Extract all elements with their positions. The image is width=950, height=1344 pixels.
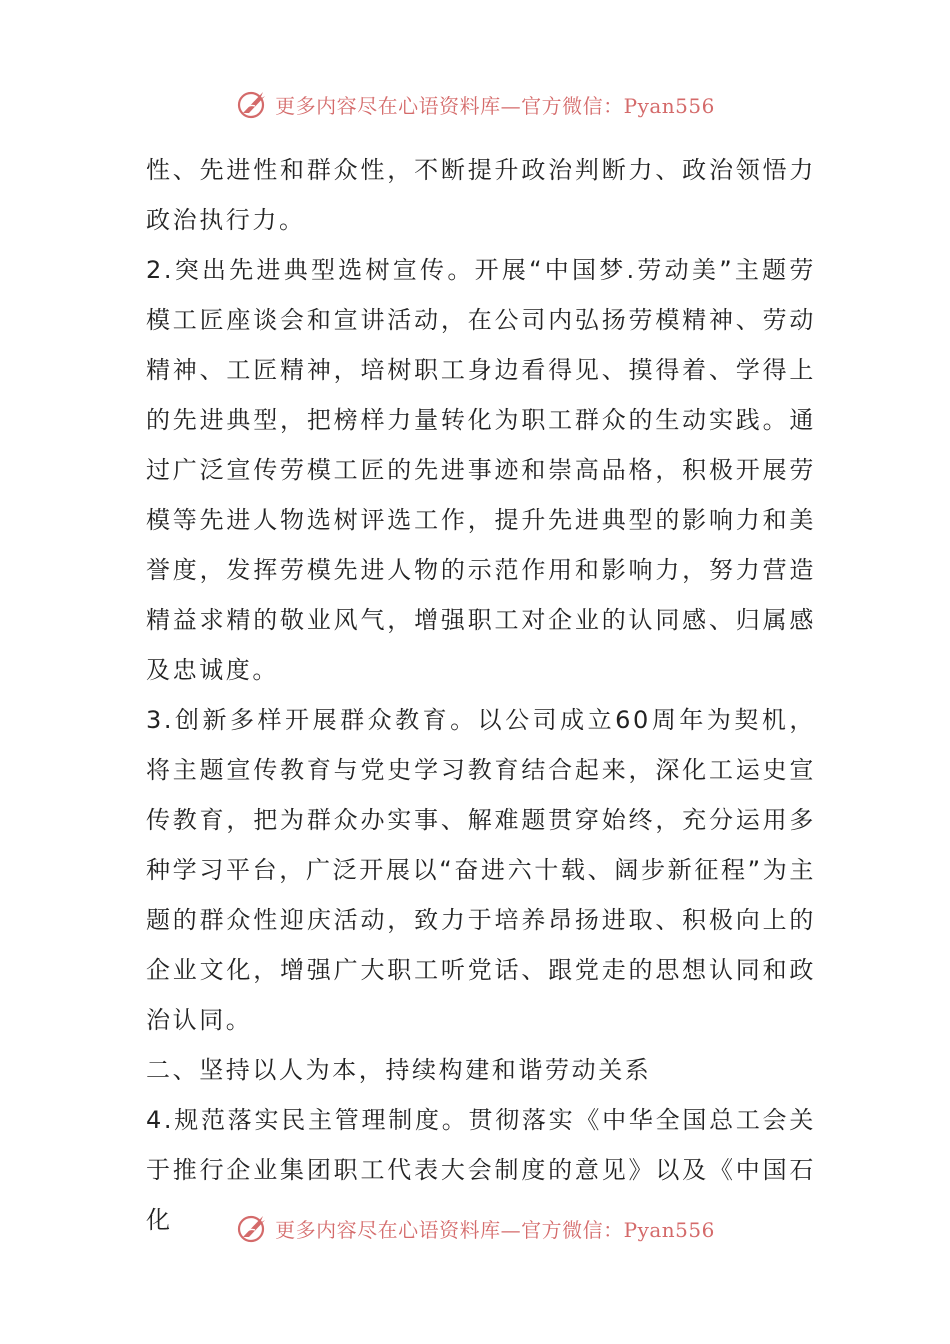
watermark-text: 更多内容尽在心语资料库—官方微信：Pyan556 xyxy=(275,93,715,118)
watermark-header xyxy=(0,84,950,124)
watermark-footer xyxy=(0,1208,950,1248)
section-heading-2: 二、坚持以人为本，持续构建和谐劳动关系 xyxy=(146,1056,652,1084)
paragraph-continuation: 性、先进性和群众性，不断提升政治判断力、政治领悟力政治执行力。 xyxy=(146,156,816,234)
document-body xyxy=(146,145,816,1245)
paragraph-item-3: 3.创新多样开展群众教育。以公司成立60周年为契机，将主题宣传教育与党史学习教育结合起来，深化工运史宣传教育，把为群众办实事、解难题贯穿始终，充分运用多种学习平台，广泛开展以“奋进六十载、阔步新征程”为主题的群众性迎庆活动，致力于培养昂扬进取、积极向上的企业文化，增强广大职工听党话、跟党走的思想认同和政治认同。 xyxy=(146,706,816,1034)
quill-logo-icon xyxy=(235,87,269,121)
paragraph-item-2: 2.突出先进典型选树宣传。开展“中国梦.劳动美”主题劳模工匠座谈会和宣讲活动，在公司内弘扬劳模精神、劳动精神、工匠精神，培树职工身边看得见、摸得着、学得上的先进典型，把榜样力量转化为职工群众的生动实践。通过广泛宣传劳模工匠的先进事迹和崇高品格，积极开展劳模等先进人物选树评选工作，提升先进典型的影响力和美誉度，发挥劳模先进人物的示范作用和影响力，努力营造精益求精的敬业风气，增强职工对企业的认同感、归属感及忠诚度。 xyxy=(146,256,816,684)
quill-logo-icon xyxy=(235,1211,269,1245)
paragraph-item-4: 4.规范落实民主管理制度。贯彻落实《中华全国总工会关于推行企业集团职工代表大会制度的意见》以及《中国石化 xyxy=(146,1106,816,1234)
watermark-text: 更多内容尽在心语资料库—官方微信：Pyan556 xyxy=(275,1217,715,1242)
